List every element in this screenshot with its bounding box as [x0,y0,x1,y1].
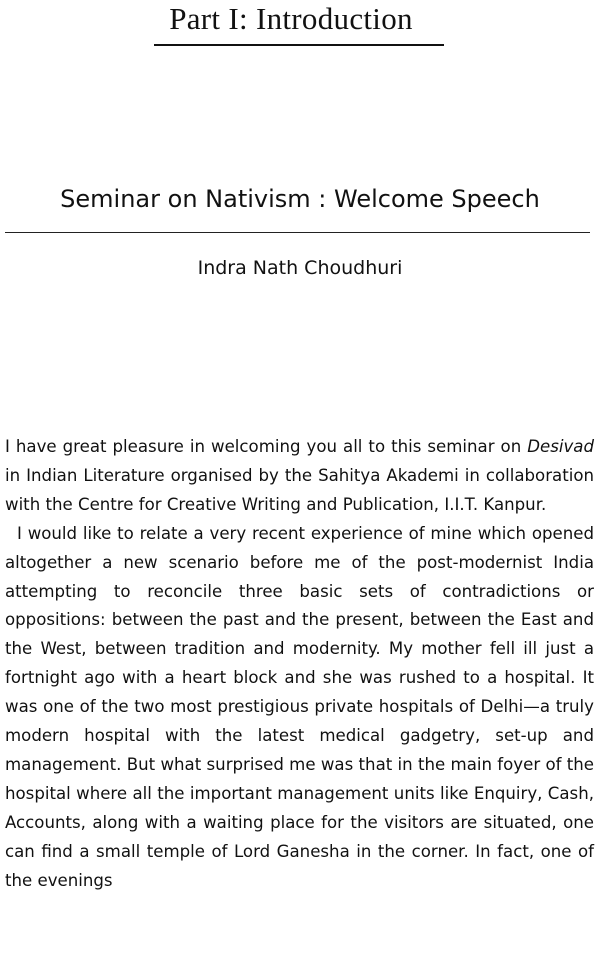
article-title-rule [5,232,590,233]
part-title: Part I: Introduction [169,1,413,36]
paragraph-1-text-start: I have great pleasure in welcoming you all to this seminar on [5,437,528,456]
paragraph-1-text-end: in Indian Literature organised by the Sahitya Akademi in collaboration with the Centre for Creative Writing and Publication, I.I.T. Kanpur. [5,465,594,514]
paragraph-1 [5,433,594,520]
article-title: Seminar on Nativism : Welcome Speech [60,185,540,213]
article-body [5,433,594,896]
paragraph-1-italic-term: Desivad [527,437,594,456]
paragraph-2: I would like to relate a very recent experience of mine which opened altogether a new scenario before me of the post-modernist India attempting to reconcile three basic sets of contradictions or oppositions: between the past and the present, between the East and the West, between tradition and modernity. My mother fell ill just a fortnight ago with a heart block and she was rushed to a hospital. It was one of the two most prestigious private hospitals of Delhi—a truly modern hospital with the latest medical gadgetry, set-up and management. But what surprised me was that in the main foyer of the hospital where all the important management units like Enquiry, Cash, Accounts, along with a waiting place for the visitors are situated, one can find a small temple of Lord Ganesha in the corner. In fact, one of the evenings [5,523,594,890]
part-title-rule [154,44,444,46]
author-name: Indra Nath Choudhuri [197,257,403,279]
